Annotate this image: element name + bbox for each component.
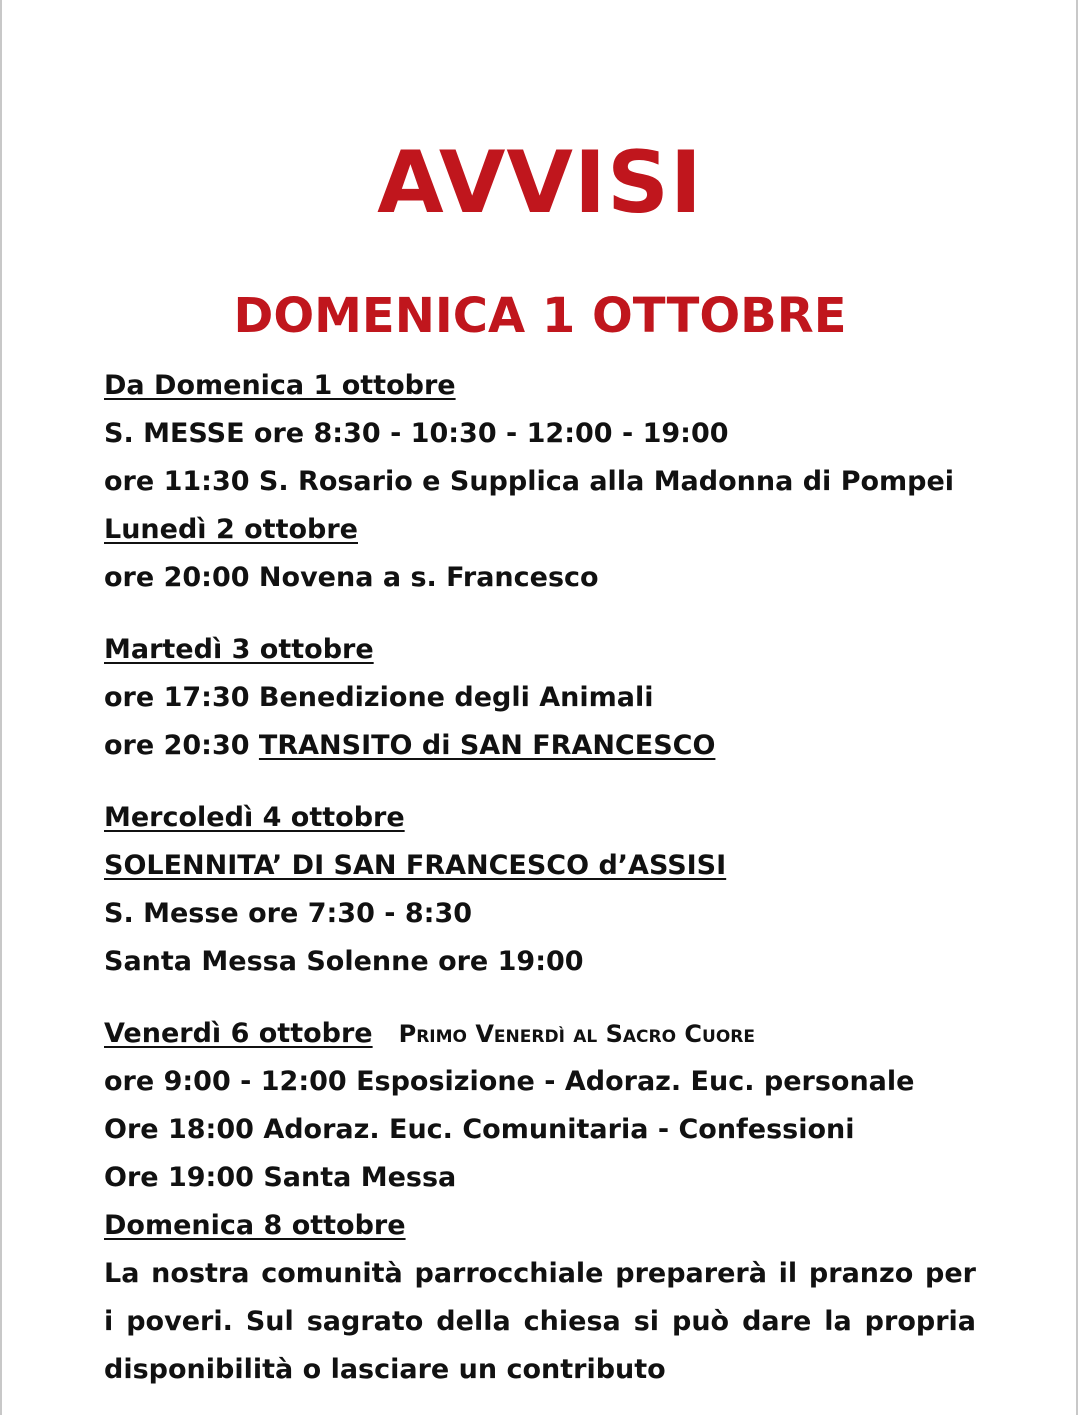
solemnity-line: SOLENNITA’ DI SAN FRANCESCO d’ASSISI — [104, 850, 727, 881]
spacer — [104, 770, 976, 794]
mass-times: S. MESSE ore 8:30 - 10:30 - 12:00 - 19:00 — [104, 418, 729, 449]
novena-line: ore 20:00 Novena a s. Francesco — [104, 562, 599, 593]
spacer — [104, 986, 976, 1010]
section-heading-friday-6: Venerdì 6 ottobre Primo Venerdì al Sacro Cuore — [104, 1018, 755, 1049]
section-heading-wednesday-4: Mercoledì 4 ottobre — [104, 802, 405, 833]
lunch-paragraph: La nostra comunità parrocchiale preparerà il pranzo per i poveri. Sul sagrato della chiesa si può dare la propria disponibilità o lasciare un contributo — [104, 1258, 976, 1385]
holy-mass-line: Ore 19:00 Santa Messa — [104, 1162, 457, 1193]
page-subtitle: DOMENICA 1 OTTOBRE — [233, 288, 847, 344]
first-friday-note: Primo Venerdì al Sacro Cuore — [398, 1020, 755, 1048]
exposition-line: ore 9:00 - 12:00 Esposizione - Adoraz. Euc. personale — [104, 1066, 915, 1097]
section-heading-sunday-8: Domenica 8 ottobre — [104, 1210, 406, 1241]
notice-content — [104, 362, 976, 1394]
solemn-mass-line: Santa Messa Solenne ore 19:00 — [104, 946, 584, 977]
blessing-line: ore 17:30 Benedizione degli Animali — [104, 682, 654, 713]
spacer — [104, 602, 976, 626]
page-title: AVVISI — [377, 133, 703, 233]
morning-masses-line: S. Messe ore 7:30 - 8:30 — [104, 898, 473, 929]
transito-line: ore 20:30 TRANSITO di SAN FRANCESCO — [104, 730, 716, 761]
section-heading-tuesday-3: Martedì 3 ottobre — [104, 634, 374, 665]
section-heading-sunday-1: Da Domenica 1 ottobre — [104, 370, 456, 401]
rosary-line: ore 11:30 S. Rosario e Supplica alla Madonna di Pompei — [104, 466, 955, 497]
section-heading-monday-2: Lunedì 2 ottobre — [104, 514, 358, 545]
adoration-line: Ore 18:00 Adoraz. Euc. Comunitaria - Confessioni — [104, 1114, 855, 1145]
